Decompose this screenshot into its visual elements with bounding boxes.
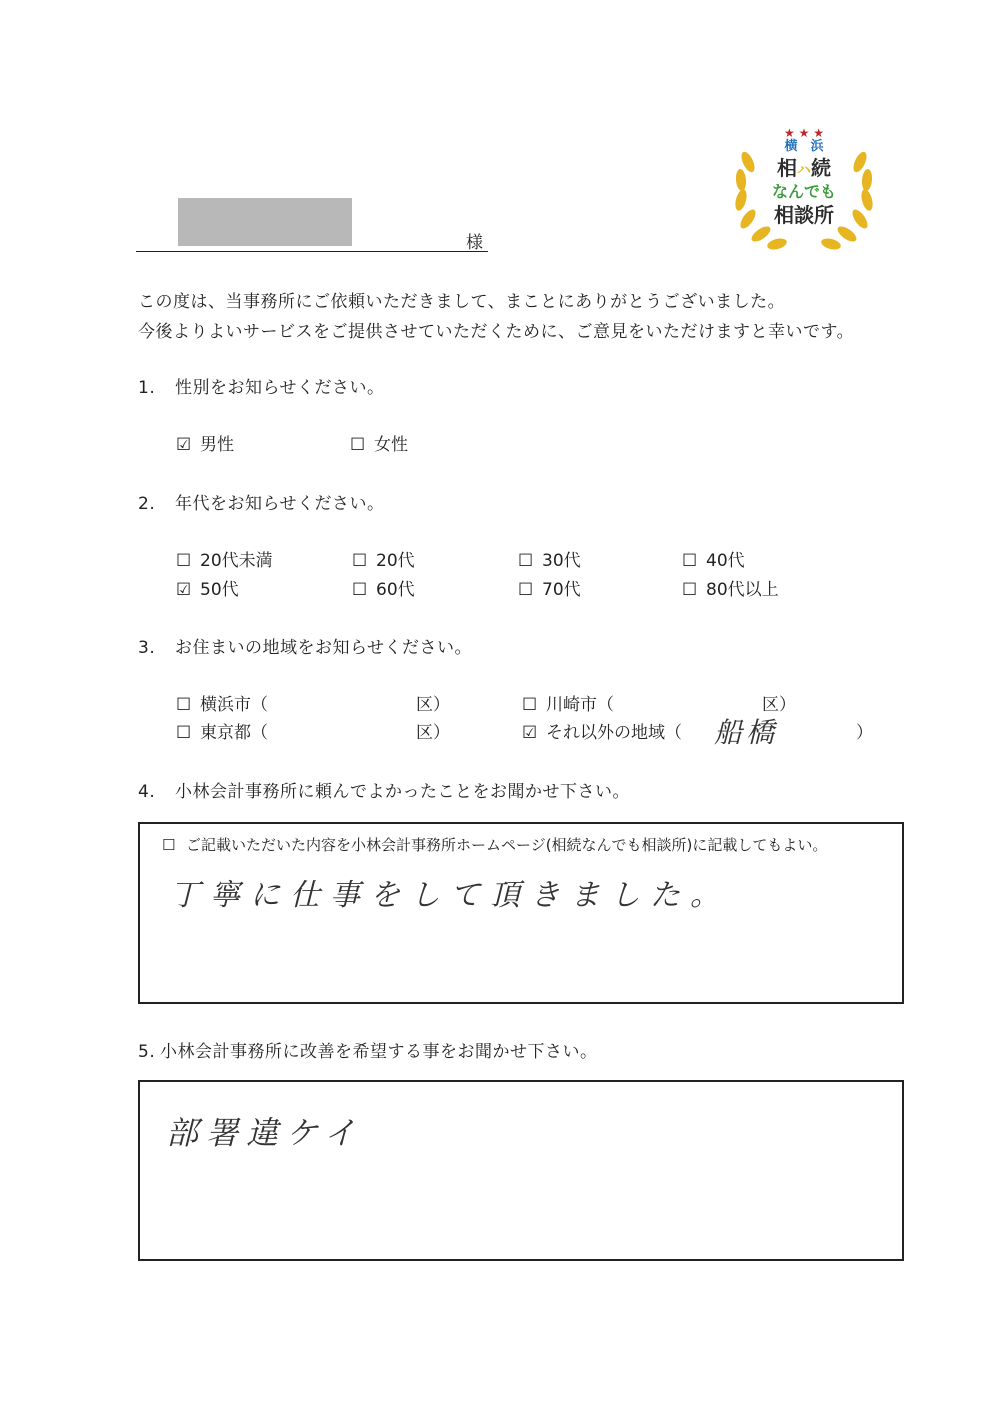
logo-souzoku-left: 相 bbox=[777, 156, 797, 180]
q5-number: 5. bbox=[138, 1042, 156, 1062]
logo-nandemo: なんでも bbox=[771, 182, 836, 201]
logo-city: 横 浜 bbox=[784, 139, 824, 154]
logo-souzoku-right: 続 bbox=[811, 156, 831, 180]
q5-question: 小林会計事務所に改善を希望する事をお聞かせ下さい。 bbox=[160, 1042, 598, 1062]
q3-option-other[interactable] bbox=[522, 722, 682, 744]
checkbox-icon[interactable]: ☐ bbox=[176, 723, 192, 743]
q2-option-30s[interactable] bbox=[518, 550, 581, 572]
option-label: 20代 bbox=[376, 551, 415, 571]
q2-option-80plus[interactable] bbox=[682, 579, 779, 601]
option-label: 横浜市（ bbox=[200, 695, 268, 715]
checkbox-icon[interactable]: ☐ bbox=[162, 836, 176, 854]
q2-option-50s[interactable] bbox=[176, 579, 239, 601]
checkbox-icon[interactable]: ☐ bbox=[522, 695, 538, 715]
option-label: 80代以上 bbox=[706, 580, 779, 600]
q2-option-60s[interactable] bbox=[352, 579, 415, 601]
q3-option-yokohama[interactable] bbox=[176, 694, 268, 716]
logo-soudanjo: 相談所 bbox=[774, 203, 834, 227]
q2-option-under20[interactable] bbox=[176, 550, 273, 572]
checkbox-checked-icon[interactable]: ☑ bbox=[522, 723, 538, 743]
name-underline bbox=[136, 251, 488, 252]
checkbox-icon[interactable]: ☐ bbox=[352, 551, 368, 571]
q4-number: 4. bbox=[138, 782, 156, 802]
q4-consent[interactable] bbox=[162, 834, 827, 856]
checkbox-icon[interactable]: ☐ bbox=[176, 551, 192, 571]
checkbox-icon[interactable]: ☐ bbox=[518, 551, 534, 571]
q1-number: 1. bbox=[138, 378, 156, 398]
q4-answer-box[interactable] bbox=[138, 822, 904, 1004]
q3-other-handwritten: 船橋 bbox=[714, 716, 779, 749]
consent-label: ご記載いただいた内容を小林会計事務所ホームページ(相続なんでも相談所)に記載してもよい。 bbox=[186, 836, 828, 854]
q3-option-kawasaki[interactable] bbox=[522, 694, 614, 716]
q2-number: 2. bbox=[138, 494, 156, 514]
intro-line-2: 今後よりよいサービスをご提供させていただくために、ご意見をいただけますと幸いです。 bbox=[138, 322, 855, 342]
q3-kawasaki-ward: 区） bbox=[762, 695, 796, 715]
checkbox-icon[interactable]: ☐ bbox=[352, 580, 368, 600]
option-label: 女性 bbox=[374, 435, 408, 455]
q3-number: 3. bbox=[138, 638, 156, 658]
q2-question: 年代をお知らせください。 bbox=[175, 494, 385, 514]
option-label: 70代 bbox=[542, 580, 581, 600]
checkbox-icon[interactable]: ☐ bbox=[682, 551, 698, 571]
q1-question: 性別をお知らせください。 bbox=[175, 378, 385, 398]
logo-souzoku-mid: ハ bbox=[797, 163, 811, 179]
q3-yokohama-ward: 区） bbox=[416, 695, 450, 715]
q1-option-female[interactable] bbox=[350, 434, 408, 456]
option-label: 東京都（ bbox=[200, 723, 268, 743]
q1-option-male[interactable] bbox=[176, 434, 234, 456]
q3-tokyo-ward: 区） bbox=[416, 723, 450, 743]
option-label: 20代未満 bbox=[200, 551, 273, 571]
logo-stars: ★ ★ ★ bbox=[784, 126, 824, 140]
q3-other-close: ） bbox=[856, 723, 873, 743]
option-label: 男性 bbox=[200, 435, 234, 455]
option-label: 40代 bbox=[706, 551, 745, 571]
option-label: 50代 bbox=[200, 580, 239, 600]
q2-option-20s[interactable] bbox=[352, 550, 415, 572]
q5-answer-box[interactable] bbox=[138, 1080, 904, 1261]
option-label: 川崎市（ bbox=[546, 695, 614, 715]
checkbox-checked-icon[interactable]: ☑ bbox=[176, 580, 192, 600]
intro-line-1: この度は、当事務所にご依頼いただきまして、まことにありがとうございました。 bbox=[138, 292, 786, 312]
honorific: 様 bbox=[466, 233, 484, 253]
q2-option-70s[interactable] bbox=[518, 579, 581, 601]
q2-option-40s[interactable] bbox=[682, 550, 745, 572]
q3-question: お住まいの地域をお知らせください。 bbox=[175, 638, 472, 658]
q4-handwritten-answer: 丁寧に仕事をして頂きました。 bbox=[170, 878, 730, 913]
checkbox-icon[interactable]: ☐ bbox=[682, 580, 698, 600]
q5-handwritten-answer: 部署違ケイ bbox=[166, 1114, 364, 1152]
checkbox-icon[interactable]: ☐ bbox=[176, 695, 192, 715]
logo-souzoku bbox=[730, 156, 878, 183]
logo-emblem bbox=[730, 122, 878, 262]
checkbox-checked-icon[interactable]: ☑ bbox=[176, 435, 192, 455]
q3-option-tokyo[interactable] bbox=[176, 722, 268, 744]
option-label: それ以外の地域（ bbox=[546, 723, 682, 743]
option-label: 60代 bbox=[376, 580, 415, 600]
q4-question: 小林会計事務所に頼んでよかったことをお聞かせ下さい。 bbox=[175, 782, 630, 802]
redacted-name bbox=[178, 198, 352, 246]
checkbox-icon[interactable]: ☐ bbox=[350, 435, 366, 455]
option-label: 30代 bbox=[542, 551, 581, 571]
checkbox-icon[interactable]: ☐ bbox=[518, 580, 534, 600]
